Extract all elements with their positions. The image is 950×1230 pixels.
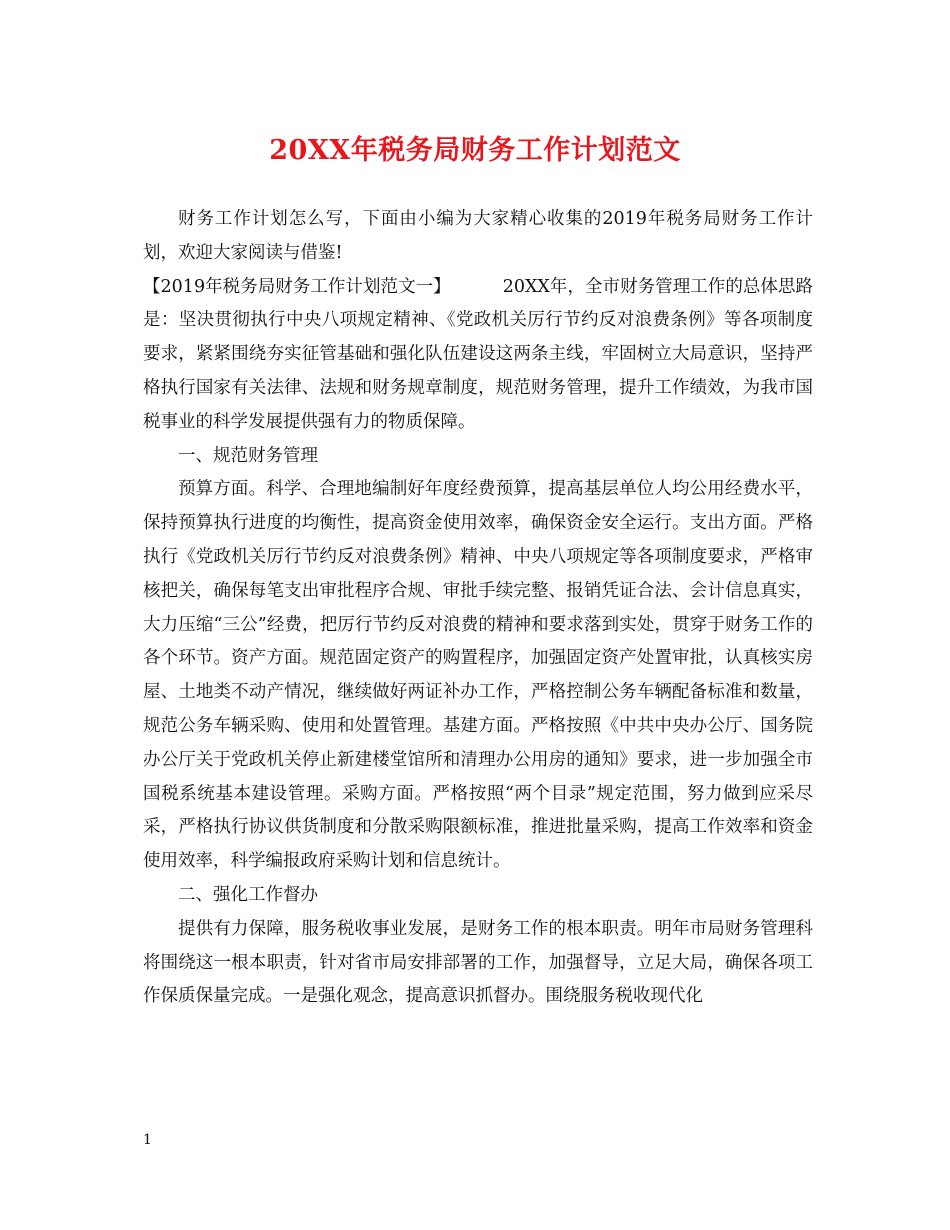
section-paragraph	[143, 271, 813, 440]
section-label: 【2019年税务局财务工作计划范文一】	[143, 276, 451, 297]
paragraph-supervision: 提供有力保障，服务税收事业发展，是财务工作的根本职责。明年市局财务管理科将围绕这一根本职责，针对省市局安排部署的工作，加强督导，立足大局，确保各项工作保质保量完成。一是强化观念，提高意识抓督办。围绕服务税收现代化	[143, 918, 813, 1007]
heading-1: 一、规范财务管理	[178, 445, 318, 466]
document-title: 20XX年税务局财务工作计划范文	[269, 135, 681, 166]
intro-paragraph: 财务工作计划怎么写，下面由小编为大家精心收集的2019年税务局财务工作计划，欢迎大家阅读与借鉴!	[143, 209, 813, 263]
heading-2: 二、强化工作督办	[178, 884, 318, 905]
overview-text: 20XX年，全市财务管理工作的总体思路是：坚决贯彻执行中央八项规定精神、《党政机关厉行节约反对浪费条例》等各项制度要求，紧紧围绕夯实征管基础和强化队伍建设这两条主线，牢固树立大局意识，坚持严格执行国家有关法律、法规和财务规章制度，规范财务管理，提升工作绩效，为我市国税事业的科学发展提供强有力的物质保障。	[143, 276, 813, 432]
page-number: 1	[143, 1132, 152, 1148]
document-body	[143, 203, 813, 1014]
paragraph-finance-management: 预算方面。科学、合理地编制好年度经费预算，提高基层单位人均公用经费水平，保持预算执行进度的均衡性，提高资金使用效率，确保资金安全运行。支出方面。严格执行《党政机关厉行节约反对浪费条例》精神、中央八项规定等各项制度要求，严格审核把关，确保每笔支出审批程序合规、审批手续完整、报销凭证合法、会计信息真实，大力压缩“三公”经费，把厉行节约反对浪费的精神和要求落到实处，贯穿于财务工作的各个环节。资产方面。规范固定资产的购置程序，加强固定资产处置审批，认真核实房屋、土地类不动产情况，继续做好两证补办工作，严格控制公务车辆配备标准和数量，规范公务车辆采购、使用和处置管理。基建方面。严格按照《中共中央办公厅、国务院办公厅关于党政机关停止新建楼堂馆所和清理办公用房的通知》要求，进一步加强全市国税系统基本建设管理。采购方面。严格按照“两个目录”规定范围，努力做到应采尽采，严格执行协议供货制度和分散采购限额标准，推进批量采购，提高工作效率和资金使用效率，科学编报政府采购计划和信息统计。	[143, 479, 813, 872]
